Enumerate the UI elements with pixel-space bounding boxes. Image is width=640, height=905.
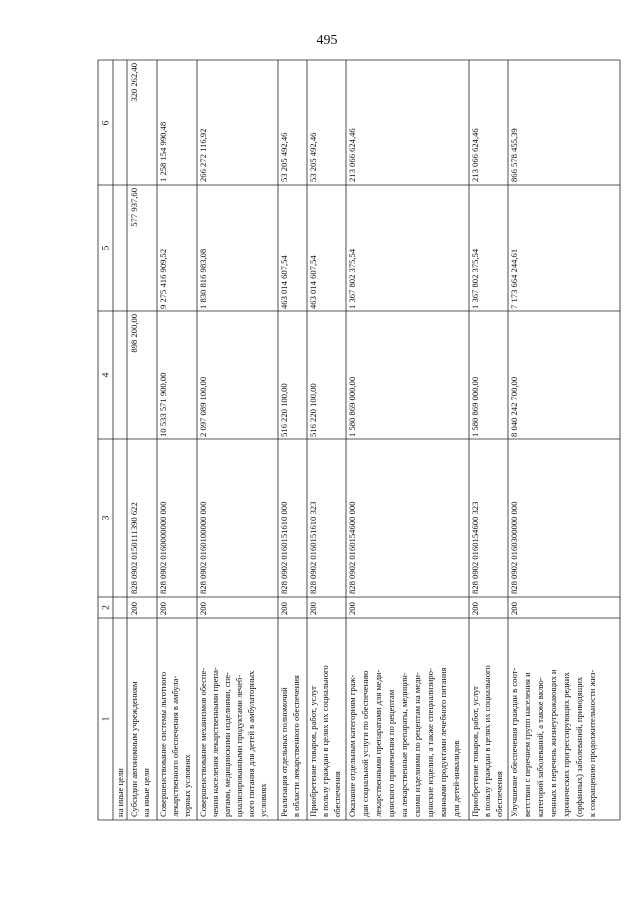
- row-name: Совершенствование механизмов обеспе- чения населения лекарственными препа- ратами, медицинскими изделиями, спе- циализированными продуктами лечеб- ного питания для детей в амбулаторных условиях: [198, 667, 268, 817]
- column-header-3: 3: [101, 515, 112, 521]
- row-value-5: 1 367 802 375,54: [347, 248, 357, 309]
- row-kbk: 828 0902 0160000000 000: [158, 501, 168, 594]
- column-header-4: 4: [101, 372, 112, 378]
- row-name: Приобретение товаров, работ, услуг в пользу граждан в целях их социального обеспечения: [470, 665, 504, 817]
- row-code: 200: [509, 602, 519, 615]
- row-value-6: 320 262,40: [129, 63, 139, 102]
- row-kbk: 828 0902 0150111390 622: [129, 502, 139, 594]
- row-value-5: 463 014 607,54: [279, 255, 289, 309]
- row-value-6: 53 205 492,46: [308, 132, 318, 182]
- row-name: Реализация отдельных полномочий в области лекарственного обеспечения: [279, 675, 301, 817]
- row-value-5: 1 367 802 375,54: [470, 248, 480, 309]
- row-code: 200: [308, 602, 318, 615]
- row-value-5: 9 275 416 909,52: [158, 248, 168, 309]
- row-code: 200: [470, 602, 480, 615]
- row-code: 200: [347, 602, 357, 615]
- row-value-5: 577 937,60: [129, 188, 139, 227]
- row-code: 200: [158, 602, 168, 615]
- row-name: Оказание отдельным категориям граж- дан социальной услуги по обеспечению лекарственными препаратами для меди- цинского применения по рецептам на лекарственные препараты, медицин- скими изделиями по рецептам на меди- цинские изделия, а также специализиро- ванными продуктами лечебного питания для детей-инвалидов: [347, 667, 461, 817]
- row-name: Субсидии автономным учреждениям на иные цели: [129, 681, 151, 817]
- column-header-1: 1: [101, 716, 112, 722]
- row-kbk: 828 0902 0160300000 000: [509, 501, 519, 594]
- row-value-5: 463 014 607,54: [308, 255, 318, 309]
- row-value-5: 1 830 816 983,08: [198, 248, 208, 309]
- row-value-6: 53 205 492,46: [279, 132, 289, 182]
- row-value-4: 516 220 100,00: [279, 383, 289, 437]
- row-value-4: 1 580 869 000,00: [347, 376, 357, 437]
- row-kbk: 828 0902 0160154600 000: [347, 501, 357, 594]
- row-kbk: 828 0902 0160100000 000: [198, 501, 208, 594]
- row-value-4: 8 040 242 700,00: [509, 376, 519, 437]
- column-header-5: 5: [101, 245, 112, 251]
- row-fragment-name: на иные цели: [115, 768, 125, 817]
- row-value-4: 898 200,00: [129, 314, 139, 353]
- row-kbk: 828 0902 0160154600 323: [470, 501, 480, 594]
- row-value-4: 1 580 869 000,00: [470, 376, 480, 437]
- row-name: Приобретение товаров, работ, услуг в пользу граждан в целях их социального обеспечения: [308, 665, 342, 817]
- row-code: 200: [129, 602, 139, 615]
- row-value-6: 866 578 455,39: [509, 128, 519, 182]
- row-code: 200: [279, 602, 289, 615]
- row-value-6: 266 272 116,92: [198, 128, 208, 182]
- row-name: Улучшение обеспечения граждан в соот- ветствии с перечнем групп населения и категорий заболеваний, а также вклю- ченных в перечень жизнеугрожающих и хронических прогрессирующих редких (орфанных) заболеваний, приводящих к сокращению продолжительности жиз-: [509, 667, 597, 817]
- row-kbk: 828 0902 0160151610 323: [308, 501, 318, 594]
- row-code: 200: [198, 602, 208, 615]
- row-value-5: 7 173 664 244,61: [509, 248, 519, 309]
- row-value-4: 2 097 089 100,00: [198, 376, 208, 437]
- row-value-6: 213 066 624,46: [347, 128, 357, 182]
- row-value-4: 10 533 571 900,00: [158, 372, 168, 437]
- row-value-4: 516 220 100,00: [308, 383, 318, 437]
- column-header-2: 2: [101, 605, 112, 610]
- row-value-6: 213 066 624,46: [470, 128, 480, 182]
- row-name: Совершенствование системы льготного лекарственного обеспечения в амбула- торных условиях: [158, 671, 192, 817]
- page-number: 495: [316, 33, 338, 48]
- row-value-6: 1 258 154 990,48: [158, 121, 168, 182]
- column-header-6: 6: [101, 120, 112, 126]
- row-kbk: 828 0902 0160151610 000: [279, 501, 289, 594]
